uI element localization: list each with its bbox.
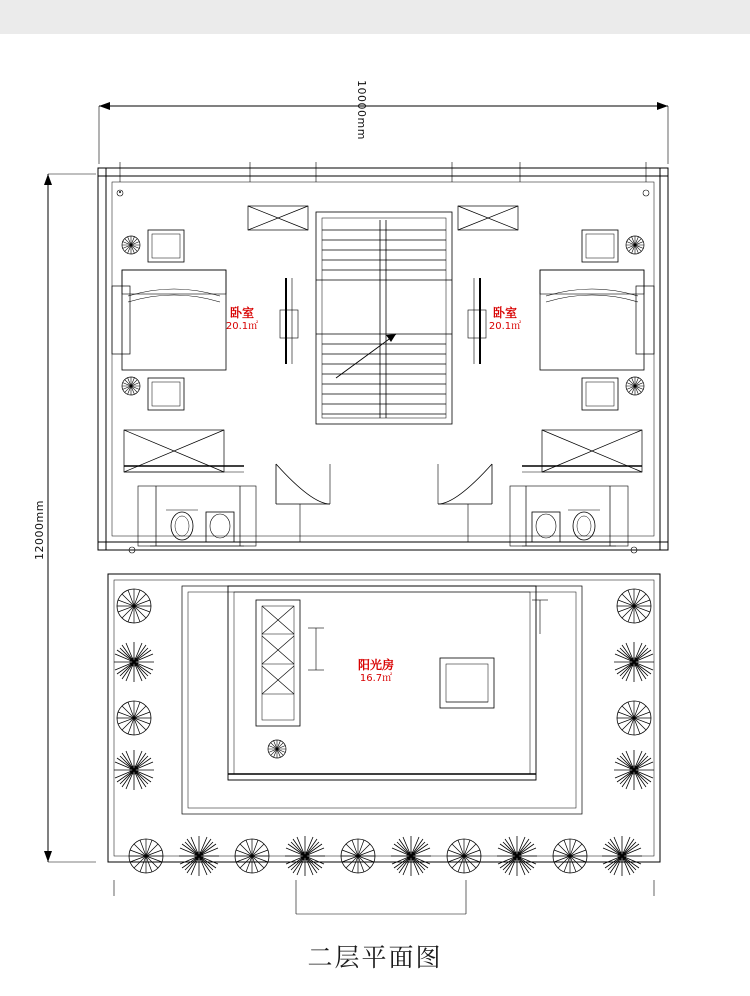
room-area: 20.1㎡ — [488, 321, 522, 332]
floor-plan-drawing — [0, 34, 750, 934]
room-label-sunroom — [338, 658, 414, 686]
top-bar — [0, 0, 750, 34]
dimension-top-label: 10000mm — [355, 80, 368, 140]
upper-block-walls — [98, 162, 668, 550]
dimension-lines — [44, 102, 668, 862]
hall-doors — [276, 464, 492, 542]
staircase — [316, 212, 452, 424]
bathroom-left — [124, 466, 256, 553]
bathroom-right — [510, 466, 642, 553]
drawing-caption: 二层平面图 — [307, 943, 443, 972]
bedroom-right-furniture — [458, 206, 654, 472]
terrace-planting — [114, 589, 654, 876]
room-name: 卧室 — [229, 306, 254, 320]
room-area: 16.7㎡ — [359, 673, 393, 684]
dimension-left-label: 12000mm — [33, 500, 46, 560]
room-area: 20.1㎡ — [225, 321, 259, 332]
bedroom-left-furniture — [112, 206, 308, 472]
room-name: 阳光房 — [357, 658, 394, 672]
room-label-bedroom-right — [470, 306, 540, 334]
terrace-outline — [108, 574, 660, 862]
bottom-grid-ticks — [114, 880, 654, 914]
floor-plan-svg — [0, 34, 750, 934]
room-label-bedroom-left — [207, 306, 277, 334]
room-name: 卧室 — [492, 306, 517, 320]
